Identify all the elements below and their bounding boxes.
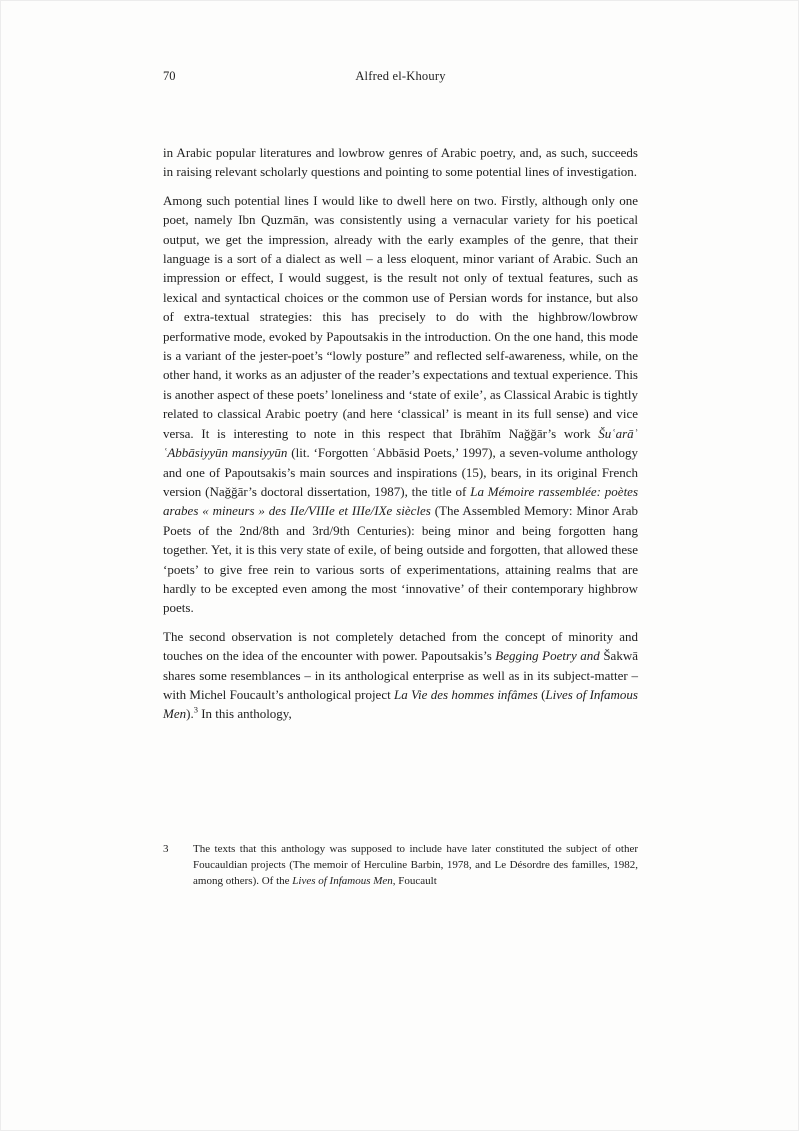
running-head-author: Alfred el-Khoury xyxy=(355,69,446,83)
page-number: 70 xyxy=(163,69,176,83)
footnote-3 xyxy=(163,842,638,890)
footnote-number: 3 xyxy=(163,843,169,855)
paragraph-2: Among such potential lines I would like to dwell here on two. Firstly, although only one poet, namely Ibn Quzmān, was consistently using a vernacular variety for his poetical output, we get the impression, already with the early examples of the genre, that their language is a sort of a dialect as well – a less eloquent, minor variant of Arabic. Such an impression or effect, I would suggest, is the result not only of textual features, such as lexical and syntactical choices or the common use of Persian words for instance, but also of extra-textual strategies: this has precisely to do with the highbrow/lowbrow performative mode, evoked by Papoutsakis in the introduction. On the one hand, this mode is a variant of the jester-poet’s “lowly posture” and reflected self-awareness, while, on the other hand, it works as an adjuster of the reader’s expectations and textual experience. This is another aspect of these poets’ loneliness and ‘state of exile’, as Classical Arabic is tightly related to classical Arabic poetry (and here ‘classical’ is meant in its full sense) and vice versa. It is interesting to note in this respect that Ibrāhīm Naǧǧār’s work Šuʿarāʾ ʿAbbāsiyyūn mansiyyūn (lit. ‘Forgotten ʿAbbāsid Poets,’ 1997), a seven-volume anthology and one of Papoutsakis’s main sources and inspirations (15), bears, in its original French version (Naǧǧār’s doctoral dissertation, 1987), the title of La Mémoire rassemblée: poètes arabes « mineurs » des IIe/VIIIe et IIIe/IXe siècles (The Assembled Memory: Minor Arab Poets of the 2nd/8th and 3rd/9th Centuries): being minor and being forgotten hang together. Yet, it is this very state of exile, of being outside and forgotten, that allowed these ‘poets’ to give free rein to various sorts of experimentations, attaining realms that are hardly to be excepted even among the most ‘innovative’ of their contemporary highbrow poets. xyxy=(163,192,639,616)
paragraph-1: in Arabic popular literatures and lowbrow genres of Arabic poetry, and, as such, succeeds in raising relevant scholarly questions and pointing to some potential lines of investigation. xyxy=(163,145,638,180)
page-body xyxy=(163,143,638,724)
paragraph-3: The second observation is not completely detached from the concept of minority and touches on the idea of the encounter with power. Papoutsakis’s Begging Poetry and Šakwā shares some resemblances – in its anthological enterprise as well as in its subject-matter – with Michel Foucault’s anthological project La Vie des hommes infâmes (Lives of Infamous Men).$^3$ In this anthology, xyxy=(163,628,638,722)
footnote-area xyxy=(163,842,638,890)
page-header xyxy=(163,69,638,84)
footnote-text: The texts that this anthology was supposed to include have later constituted the subject of other Foucauldian projects (The memoir of Herculine Barbin, 1978, and Le Désordre des familles, 1982, among others). Of the Lives of Infamous Men, Foucault xyxy=(193,843,638,887)
